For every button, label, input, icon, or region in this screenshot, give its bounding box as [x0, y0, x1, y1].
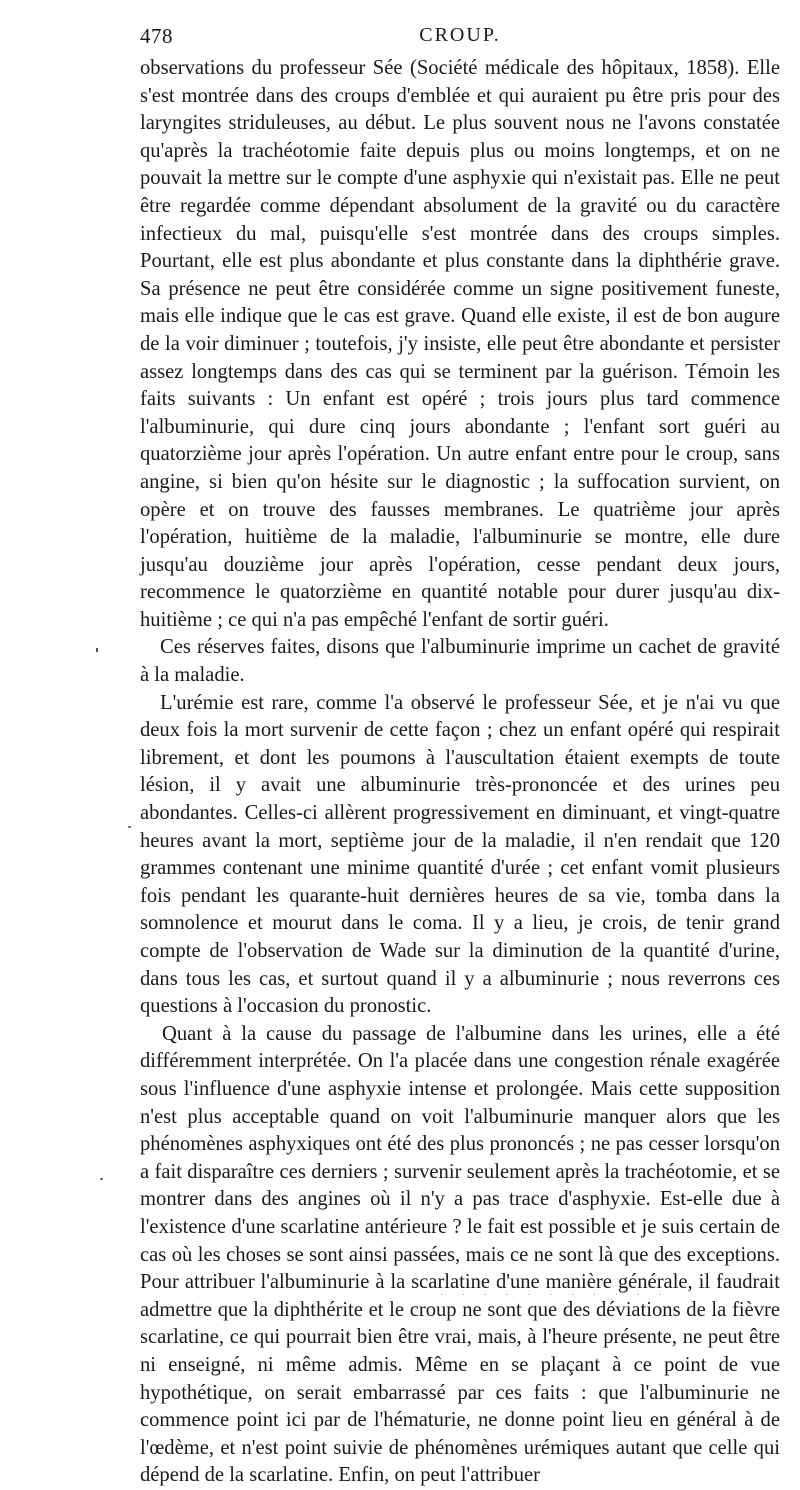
body-text — [140, 55, 780, 1490]
paragraph: L'urémie est rare, comme l'a observé le professeur Sée, et je n'ai vu que deux fois la mort survenir de cette façon ; chez un enfant opéré qui respirait librement, et dont les poumons à l'auscultation étaient exempts de toute lésion, il y avait une albuminurie très-prononcée et des urines peu abondantes. Celles-ci allèrent progressivement en diminuant, et vingt-quatre heures avant la mort, septième jour de la maladie, il n'en rendait que 120 grammes contenant une minime quantité d'urée ; cet enfant vomit plusieurs fois pendant les quarante-huit dernières heures de sa vie, tomba dans la somnolence et mourut dans le coma. Il y a lieu, je crois, de tenir grand compte de l'observation de Wade sur la diminution de la quantité d'urine, dans tous les cas, et surtout quand il y a albuminurie ; nous reverrons ces questions à l'occasion du pronostic. — [140, 691, 780, 1018]
paragraph: Quant à la cause du passage de l'albumine dans les urines, elle a été différemment interprétée. On l'a placée dans une congestion rénale exagérée sous l'influence d'une asphyxie intense et prolongée. Mais cette supposition n'est plus acceptable quand on voit l'albuminurie manquer alors que les phénomènes asphyxiques ont été des plus prononcés ; ne pas cesser lorsqu'on a fait disparaître ces derniers ; survenir seulement après la trachéotomie, et se montrer dans des angines où il n'y a pas trace d'asphyxie. Est-elle due à l'existence d'une scarlatine antérieure ? le fait est possible et je suis certain de cas où les choses se sont ainsi passées, mais ce ne sont là que des exceptions. Pour attribuer l'albuminurie à la scarlatine d'une manière générale, il faudrait admettre que la diphthérite et le croup ne sont que des déviations de la fièvre scarlatine, ce qui pourrait bien être vrai, mais, à l'heure présente, ne peut être ni enseigné, ni même admis. Même en se plaçant à ce point de vue hypothétique, on serait embarrassé par ces faits : que l'albuminurie ne commence point ici par de l'hématurie, ne donne point lieu en général à de l'œdème, et n'est point suivie de phénomènes urémiques autant que celle qui dépend de la scarlatine. Enfin, on peut l'attribuer — [140, 1022, 780, 1487]
margin-speck — [128, 826, 131, 828]
margin-speck — [100, 1178, 103, 1180]
paragraph: Ces réserves faites, disons que l'albuminurie imprime un cachet de gravité à la maladie. — [140, 636, 780, 687]
footer-dots: · · · · · · · · · · · — [440, 1290, 670, 1301]
paragraph-continued: observations du professeur Sée (Société médicale des hôpitaux, 1858). Elle s'est montrée dans des croups d'emblée et qui auraient pu être pris pour des laryngites striduleuses, au début. Le plus souvent nous ne l'avons constatée qu'après la trachéotomie faite depuis plus ou moins longtemps, et on ne pouvait la mettre sur le compte d'une asphyxie qui n'existait pas. Elle ne peut être regardée comme dépendant absolument de la gravité ou du caractère infectieux du mal, puisqu'elle s'est montrée dans des croups simples. Pourtant, elle est plus abondante et plus constante dans la diphthérie grave. Sa présence ne peut être considérée comme un signe positivement funeste, mais elle indique que le cas est grave. Quand elle existe, il est de bon augure de la voir diminuer ; toutefois, j'y insiste, elle peut être abondante et persister assez longtemps dans des cas qui se terminent par la guérison. Témoin les faits suivants : Un enfant est opéré ; trois jours plus tard commence l'albuminurie, qui dure cinq jours abondante ; l'enfant sort guéri au quatorzième jour après l'opération. Un autre enfant entre pour le croup, sans angine, si bien qu'on hésite sur le diagnostic ; la suffocation survient, on opère et on trouve des fausses membranes. Le quatrième jour après l'opération, huitième de la maladie, l'albuminurie se montre, elle dure jusqu'au douzième jour après l'opération, cesse pendant deux jours, recommence le quatorzième en quantité notable pour durer jusqu'au dix-huitième ; ce qui n'a pas empêché l'enfant de sortir guéri. — [140, 57, 780, 631]
page-number: 478 — [140, 24, 173, 48]
margin-speck — [96, 648, 98, 652]
running-head: CROUP. — [419, 24, 501, 46]
page-header — [140, 20, 780, 54]
